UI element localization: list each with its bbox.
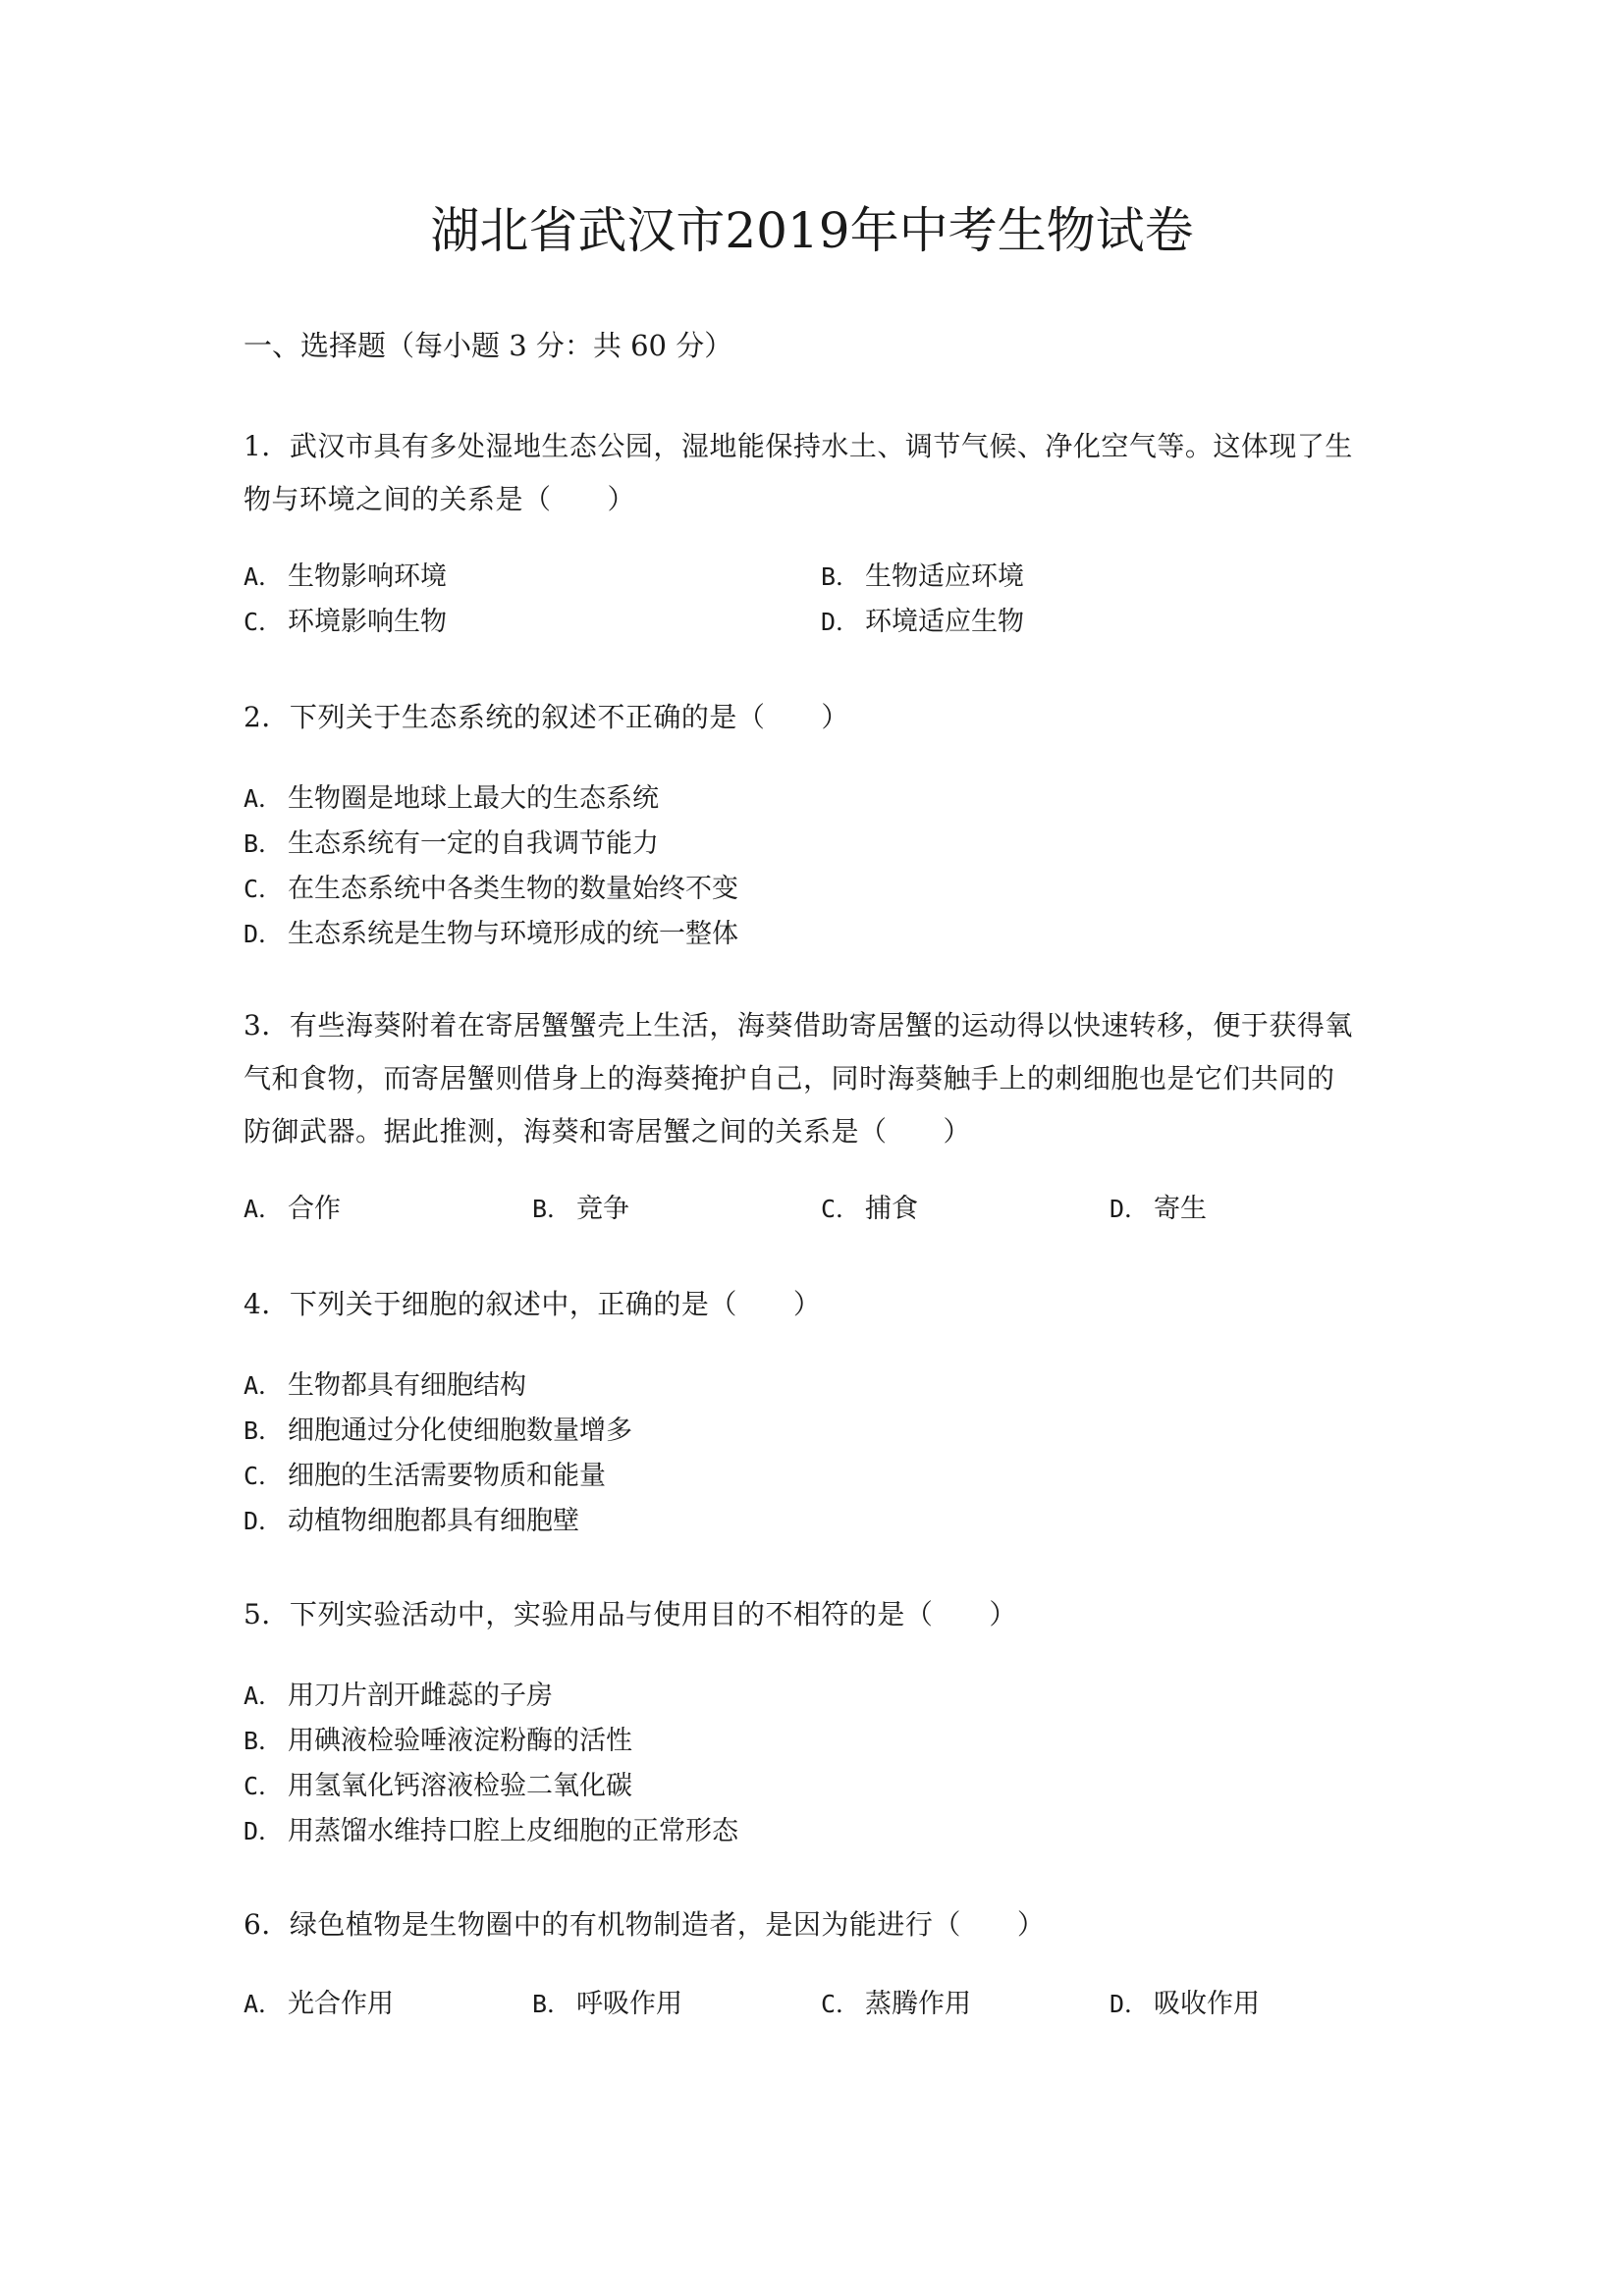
option-text: 蒸腾作用 — [865, 1989, 971, 2019]
question-5-line-1: 5．下列实验活动中，实验用品与使用目的不相符的是（ ） — [244, 1598, 1017, 1630]
question-1-stem — [244, 420, 1392, 526]
question-1-option-b — [821, 558, 1024, 597]
question-4-option-b — [244, 1412, 632, 1451]
option-text: 生物圈是地球上最大的生态系统 — [288, 783, 659, 814]
question-3-line-3: 防御武器。据此推测，海葵和寄居蟹之间的关系是（ ） — [244, 1115, 972, 1148]
option-text: 生物影响环境 — [288, 561, 447, 592]
question-3-option-d — [1110, 1190, 1207, 1229]
question-4-option-c — [244, 1457, 606, 1496]
option-letter: C． — [821, 1195, 861, 1223]
option-letter: A． — [244, 1371, 284, 1400]
question-6-stem — [244, 1898, 1392, 1951]
option-letter: D． — [1110, 1990, 1150, 2018]
question-2-option-b — [244, 825, 659, 864]
question-4-option-d — [244, 1502, 579, 1541]
section-heading: 一、选择题（每小题 3 分：共 60 分） — [244, 329, 733, 362]
option-text: 竞争 — [576, 1194, 629, 1224]
option-letter: A． — [244, 784, 284, 813]
option-letter: B． — [532, 1195, 572, 1223]
question-5-option-b — [244, 1722, 632, 1761]
option-text: 捕食 — [865, 1194, 918, 1224]
question-5-option-d — [244, 1812, 738, 1851]
option-letter: D． — [244, 1507, 284, 1535]
question-2-option-a — [244, 779, 659, 819]
question-1-option-a — [244, 558, 447, 597]
option-letter: B． — [244, 1727, 284, 1755]
question-6-option-a — [244, 1985, 394, 2024]
option-letter: B． — [244, 1416, 284, 1445]
option-letter: B． — [532, 1990, 572, 2018]
option-text: 光合作用 — [288, 1989, 394, 2019]
option-letter: C． — [244, 1772, 284, 1800]
option-text: 用氢氧化钙溶液检验二氧化碳 — [288, 1771, 632, 1801]
option-letter: D． — [821, 608, 861, 636]
option-text: 用蒸馏水维持口腔上皮细胞的正常形态 — [288, 1816, 738, 1846]
option-text: 环境适应生物 — [865, 607, 1024, 637]
option-text: 生态系统是生物与环境形成的统一整体 — [288, 919, 738, 949]
option-text: 生物都具有细胞结构 — [288, 1370, 526, 1401]
page-title: 湖北省武汉市2019年中考生物试卷 — [430, 202, 1194, 259]
option-text: 用刀片剖开雌蕊的子房 — [288, 1681, 553, 1711]
question-2-option-d — [244, 915, 738, 954]
question-1-option-d — [821, 603, 1024, 642]
option-letter: D． — [1110, 1195, 1150, 1223]
question-6-option-d — [1110, 1985, 1260, 2024]
question-1-line-2: 物与环境之间的关系是（ ） — [244, 483, 636, 515]
question-5-option-a — [244, 1677, 553, 1716]
question-1-option-c — [244, 603, 447, 642]
option-text: 生物适应环境 — [865, 561, 1024, 592]
option-text: 吸收作用 — [1154, 1989, 1260, 2019]
question-2-option-c — [244, 870, 738, 909]
option-text: 细胞通过分化使细胞数量增多 — [288, 1415, 632, 1446]
option-text: 细胞的生活需要物质和能量 — [288, 1461, 606, 1491]
question-3-option-c — [821, 1190, 918, 1229]
question-3-stem — [244, 999, 1392, 1158]
question-2-line-1: 2．下列关于生态系统的叙述不正确的是（ ） — [244, 701, 849, 733]
option-letter: C． — [821, 1990, 861, 2018]
question-6-line-1: 6．绿色植物是生物圈中的有机物制造者，是因为能进行（ ） — [244, 1908, 1046, 1941]
option-text: 动植物细胞都具有细胞壁 — [288, 1506, 579, 1536]
question-4-line-1: 4．下列关于细胞的叙述中，正确的是（ ） — [244, 1288, 822, 1320]
question-3-line-2: 气和食物，而寄居蟹则借身上的海葵掩护自己，同时海葵触手上的刺细胞也是它们共同的 — [244, 1062, 1335, 1095]
option-text: 生态系统有一定的自我调节能力 — [288, 828, 659, 859]
option-letter: D． — [244, 1817, 284, 1845]
question-2-stem — [244, 691, 1392, 744]
option-letter: A． — [244, 1990, 284, 2018]
option-text: 用碘液检验唾液淀粉酶的活性 — [288, 1726, 632, 1756]
option-letter: A． — [244, 1682, 284, 1710]
option-text: 在生态系统中各类生物的数量始终不变 — [288, 874, 738, 904]
option-letter: C． — [244, 1462, 284, 1490]
question-3-option-b — [532, 1190, 629, 1229]
option-text: 呼吸作用 — [576, 1989, 682, 2019]
option-text: 合作 — [288, 1194, 341, 1224]
question-5-option-c — [244, 1767, 632, 1806]
option-letter: C． — [244, 608, 284, 636]
option-letter: B． — [244, 829, 284, 858]
option-text: 寄生 — [1154, 1194, 1207, 1224]
option-letter: C． — [244, 875, 284, 903]
question-4-stem — [244, 1278, 1392, 1331]
option-text: 环境影响生物 — [288, 607, 447, 637]
question-5-stem — [244, 1588, 1392, 1641]
question-3-option-a — [244, 1190, 341, 1229]
option-letter: A． — [244, 1195, 284, 1223]
option-letter: A． — [244, 562, 284, 591]
option-letter: B． — [821, 562, 861, 591]
question-1-line-1: 1．武汉市具有多处湿地生态公园，湿地能保持水土、调节气候、净化空气等。这体现了生 — [244, 430, 1353, 462]
option-letter: D． — [244, 920, 284, 948]
question-3-line-1: 3．有些海葵附着在寄居蟹蟹壳上生活，海葵借助寄居蟹的运动得以快速转移，便于获得氧 — [244, 1009, 1353, 1041]
question-6-option-b — [532, 1985, 682, 2024]
question-4-option-a — [244, 1366, 526, 1406]
question-6-option-c — [821, 1985, 971, 2024]
